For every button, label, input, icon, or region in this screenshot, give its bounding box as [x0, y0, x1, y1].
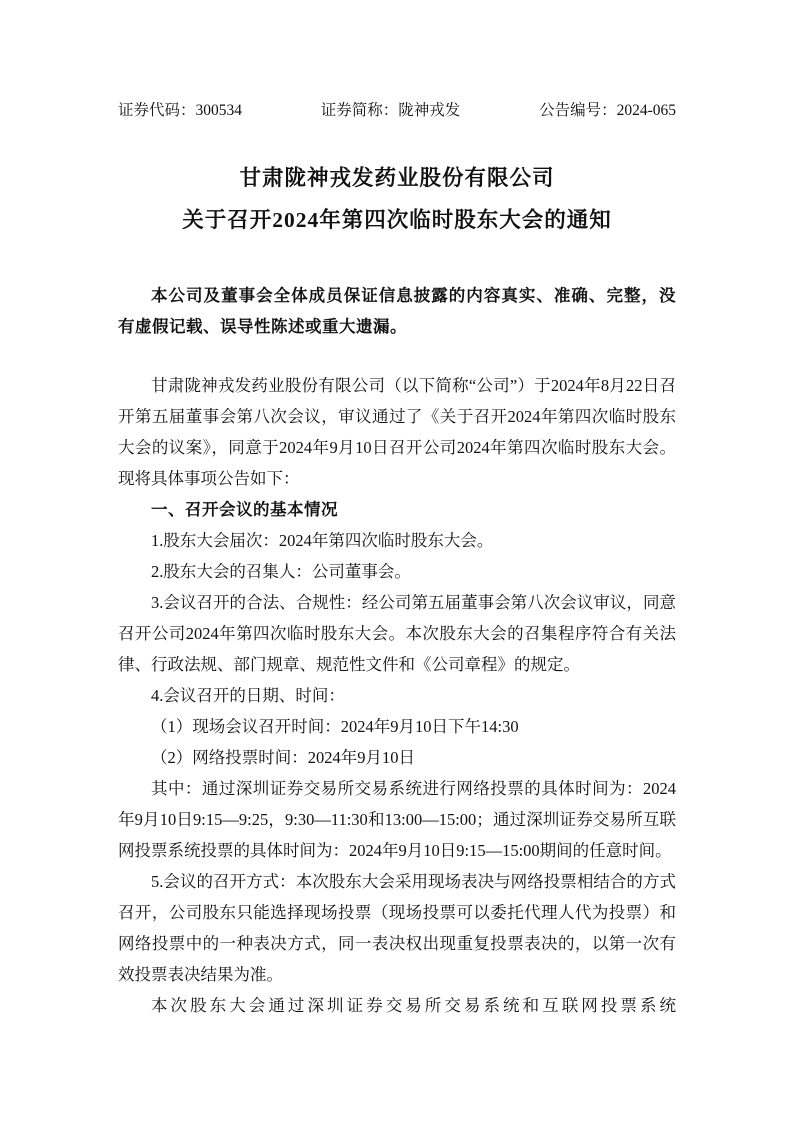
notice-title: 关于召开2024年第四次临时股东大会的通知	[182, 208, 612, 232]
company-title: 甘肃陇神戎发药业股份有限公司	[239, 166, 555, 190]
document-header	[118, 100, 676, 122]
item-legality: 3.会议召开的合法、合规性：经公司第五届董事会第八次会议审议，同意召开公司2024年第四次临时股东大会。本次股东大会的召集程序符合有关法律、行政法规、部门规章、规范性文件和《公司章程》的规定。	[118, 593, 676, 674]
item-online-vote-detail: 其中：通过深圳证券交易所交易系统进行网络投票的具体时间为：2024年9月10日9:15—9:25，9:30—11:30和13:00—15:00；通过深圳证券交易所互联网投票系统投票的具体时间为：2024年9月10日9:15—15:00期间的任意时间。	[118, 779, 676, 860]
intro-paragraph: 甘肃陇神戎发药业股份有限公司（以下简称“公司”）于2024年8月22日召开第五届董事会第八次会议，审议通过了《关于召开2024年第四次临时股东大会的议案》，同意于2024年9月10日召开公司2024年第四次临时股东大会。现将具体事项公告如下：	[118, 376, 676, 488]
stock-code: 证券代码：300534	[118, 102, 243, 119]
item-meeting-method: 5.会议的召开方式：本次股东大会采用现场表决与网络投票相结合的方式召开，公司股东只能选择现场投票（现场投票可以委托代理人代为投票）和网络投票中的一种表决方式，同一表决权出现重复投票表决的，以第一次有效投票表决结果为准。	[118, 872, 676, 984]
disclaimer-paragraph: 本公司及董事会全体成员保证信息披露的内容真实、准确、完整，没有虚假记载、误导性陈述或重大遗漏。	[118, 286, 676, 336]
announcement-number: 公告编号：2024-065	[539, 102, 676, 119]
section-heading-1: 一、召开会议的基本情况	[151, 500, 338, 519]
item-convener: 2.股东大会的召集人：公司董事会。	[151, 562, 411, 581]
item-continued-line: 本次股东大会通过深圳证券交易所交易系统和互联网投票系统	[151, 996, 676, 1015]
stock-short-name: 证券简称：陇神戎发	[320, 102, 461, 119]
item-online-vote-time: （2）网络投票时间：2024年9月10日	[151, 748, 415, 767]
item-meeting-session: 1.股东大会届次：2024年第四次临时股东大会。	[151, 531, 494, 550]
item-date-time: 4.会议召开的日期、时间：	[151, 686, 345, 705]
item-onsite-time: （1）现场会议召开时间：2024年9月10日下午14:30	[151, 717, 519, 736]
